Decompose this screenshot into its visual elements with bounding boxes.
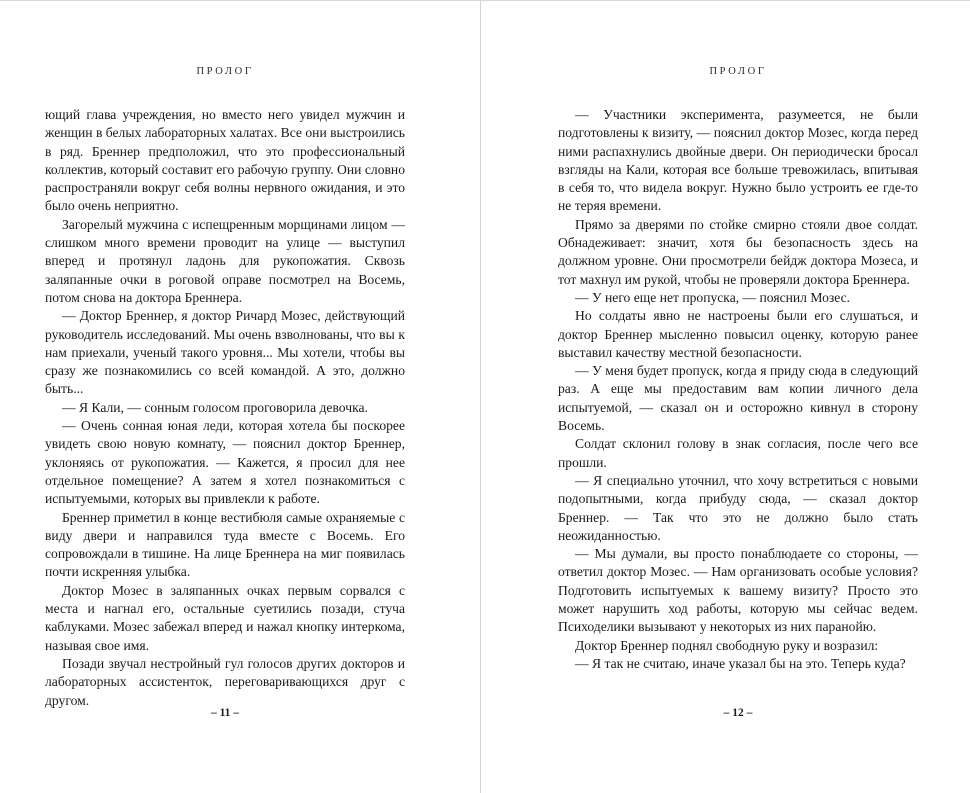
paragraph: — Я так не считаю, иначе указал бы на это. Теперь куда? [575,655,906,671]
paragraph: Бреннер приметил в конце вестибюля самые охраняемые с виду двери и направился туда вместе с Восемь. Его сопровождали в тишине. На лице Бреннера на миг появилась почти искренняя улыбка. [45,509,405,580]
paragraph: — Мы думали, вы просто понаблюдаете со стороны, — ответил доктор Мозес. — Нам организовать особые условия? Подготовить испытуемых к вашему визиту? Просто это может нарушить ход работы, которую мы сейчас ведем. Психоделики вызывают у некоторых из них паранойю. [558,546,918,635]
paragraph: — Я Кали, — сонным голосом проговорила девочка. [62,399,368,415]
paragraph: — Доктор Бреннер, я доктор Ричард Мозес, действующий руководитель исследований. Мы очень взволнованы, что вы к нам приехали, ученый такого уровня... Мы хотели, чтобы вы сразу же познакомились со всей командой. А это, должно быть... [45,308,405,397]
paragraph: — Очень сонная юная леди, которая хотела бы поскорее увидеть свою новую комнату, — пояснил доктор Бреннер, уклоняясь от рукопожатия. — Кажется, я просил для нее отдельное помещение? А затем я хотел познакомиться с испытуемыми, которых вы привлекли к работе. [45,418,405,507]
page-number: – 12 – [723,707,753,719]
page-number: – 11 – [210,707,240,719]
running-head: ПРОЛОГ [196,66,254,77]
running-head: ПРОЛОГ [709,66,767,77]
paragraph: Но солдаты явно не настроены были его слушаться, и доктор Бреннер мысленно повысил оценку, которую ранее выставил качеству местной безопасности. [558,308,918,360]
paragraph: Позади звучал нестройный гул голосов других докторов и лабораторных ассистенток, переговаривающихся друг с другом. [45,655,405,708]
paragraph: — У него еще нет пропуска, — пояснил Мозес. [575,289,851,305]
left-page [0,1,481,793]
paragraph: ющий глава учреждения, но вместо него увидел мужчин и женщин в белых лабораторных халатах. Все они выстроились в ряд. Бреннер предположил, что это профессиональный коллектив, который составит его рабочую группу. Они словно распространяли вокруг себя волны нервного ожидания, и это было очень неприятно. [45,107,405,214]
paragraph: — Участники эксперимента, разумеется, не были подготовлены к визиту, — пояснил доктор Мозес, когда перед ними распахнулись двойные двери. Он периодически бросал взгляды на Кали, которая все больше тревожилась, впитывая в себя то, что видела вокруг. Нужно было устроить ее где-то не теряя времени. [558,107,918,214]
paragraph: — Я специально уточнил, что хочу встретиться с новыми подопытными, когда прибуду сюда, — сказал доктор Бреннер. — Так что это не должно было стать неожиданностью. [558,472,918,543]
paragraph: Загорелый мужчина с испещренным морщинами лицом — слишком много времени проводит на улице — выступил вперед и протянул ладонь для рукопожатия. Сквозь заляпанные очки в роговой оправе посмотрел на Восемь, потом снова на доктора Бреннера. [45,216,405,305]
page-text [45,106,405,710]
paragraph: Солдат склонил голову в знак согласия, после чего все прошли. [558,436,918,470]
page-text [558,106,918,673]
right-page [481,1,970,793]
paragraph: Доктор Бреннер поднял свободную руку и возразил: [575,637,879,653]
paragraph: Доктор Мозес в заляпанных очках первым сорвался с места и нагнал его, остальные суетились позади, стуча каблуками. Мозес забежал вперед и нажал кнопку интеркома, называя свое имя. [45,582,405,653]
paragraph: — У меня будет пропуск, когда я приду сюда в следующий раз. А еще мы предоставим вам копии личного дела испытуемой, — сказал он и осторожно кивнул в сторону Восемь. [558,363,918,434]
paragraph: Прямо за дверями по стойке смирно стояли двое солдат. Обнадеживает: значит, хотя бы безопасность здесь на должном уровне. Они просмотрели бейдж доктора Мозеса, и тот махнул им рукой, чтобы не проверяли доктора Бреннера. [558,216,918,287]
